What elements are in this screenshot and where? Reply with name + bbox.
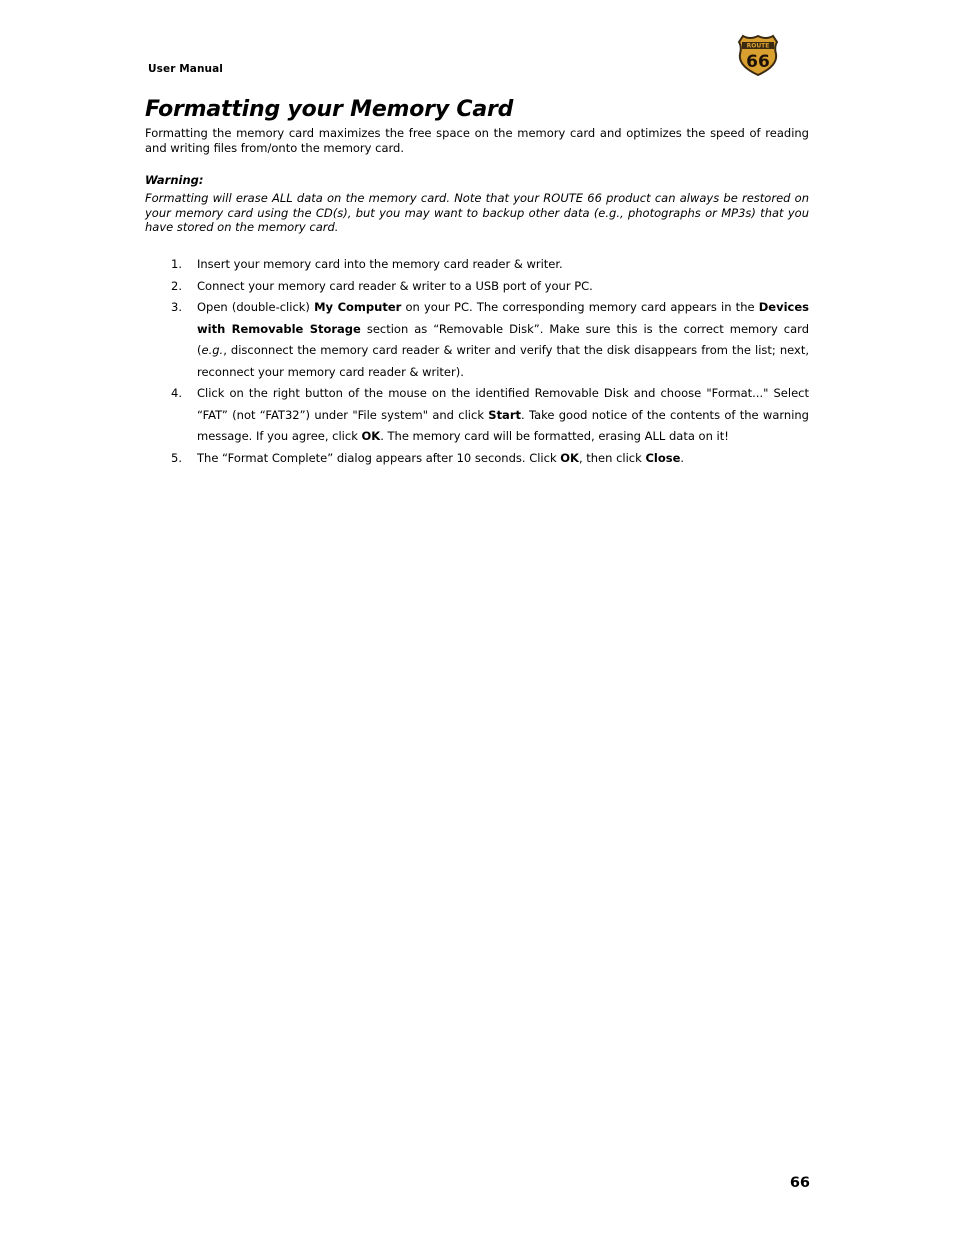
step-item [145, 276, 809, 298]
step-text-bold: OK [361, 429, 381, 444]
step-item [145, 448, 809, 470]
warning-label: Warning: [145, 173, 204, 187]
step-text [197, 279, 593, 293]
step-text-run: Insert your memory card into the memory card reader & writer. [197, 257, 563, 272]
header-label: User Manual [148, 63, 223, 75]
step-text [197, 386, 809, 443]
route66-logo [737, 33, 779, 77]
page-number: 66 [789, 1175, 810, 1191]
steps-list [145, 254, 809, 469]
step-text-bold: Close [645, 450, 681, 465]
page-content [145, 96, 809, 469]
page-title: Formatting your Memory Card [145, 97, 514, 122]
step-text [197, 257, 563, 271]
step-text-run: The “Format Complete” dialog appears after 10 seconds. Click [197, 450, 561, 465]
step-item [145, 254, 809, 276]
step-text-run: Click on the right button of the mouse on the identified Removable Disk and choose "Format..." Select “FAT” (not “FAT32”) under "File system" and click [197, 386, 809, 422]
step-text [197, 451, 684, 465]
step-number: 1. [171, 257, 182, 272]
step-text-italic: e.g. [201, 343, 224, 358]
intro-paragraph: Formatting the memory card maximizes the free space on the memory card and optimizes the speed of reading and writing files from/onto the memory card. [145, 126, 809, 155]
step-number: 4. [171, 386, 182, 401]
step-text-run: Connect your memory card reader & writer to a USB port of your PC. [197, 278, 593, 293]
step-text-bold: OK [560, 450, 579, 465]
step-text-run: section as “Removable Disk”. Make sure this is the correct memory card ( [197, 321, 809, 358]
warning-text: Formatting will erase ALL data on the memory card. Note that your ROUTE 66 product can always be restored on your memory card using the CD(s), but you may want to backup other data (e.g., photographs or MP3s) that you have stored on the memory card. [145, 191, 809, 235]
step-text-bold: My Computer [314, 300, 402, 315]
step-text-bold: Devices with Removable Storage [197, 300, 809, 336]
step-number: 5. [171, 450, 182, 465]
step-text-run: , disconnect the memory card reader & writer and verify that the disk disappears from the list; next, reconnect your memory card reader & writer). [197, 343, 809, 379]
step-number: 3. [171, 300, 182, 315]
step-text-run: . [680, 450, 685, 465]
svg-text:ROUTE: ROUTE [746, 42, 770, 50]
step-text-bold: Start [488, 407, 521, 422]
step-text-run: , then click [578, 450, 646, 465]
step-number: 2. [171, 278, 182, 293]
step-text-run: on your PC. The corresponding memory card appears in the [401, 300, 759, 315]
svg-text:66: 66 [746, 52, 770, 72]
step-item [145, 297, 809, 383]
route66-shield-icon [737, 33, 779, 77]
step-text [197, 300, 809, 379]
step-text-run: . Take good notice of the contents of the warning message. If you agree, click [197, 407, 809, 444]
step-text-run: Open (double-click) [197, 300, 315, 315]
step-text-run: . The memory card will be formatted, erasing ALL data on it! [380, 429, 729, 444]
step-item [145, 383, 809, 448]
